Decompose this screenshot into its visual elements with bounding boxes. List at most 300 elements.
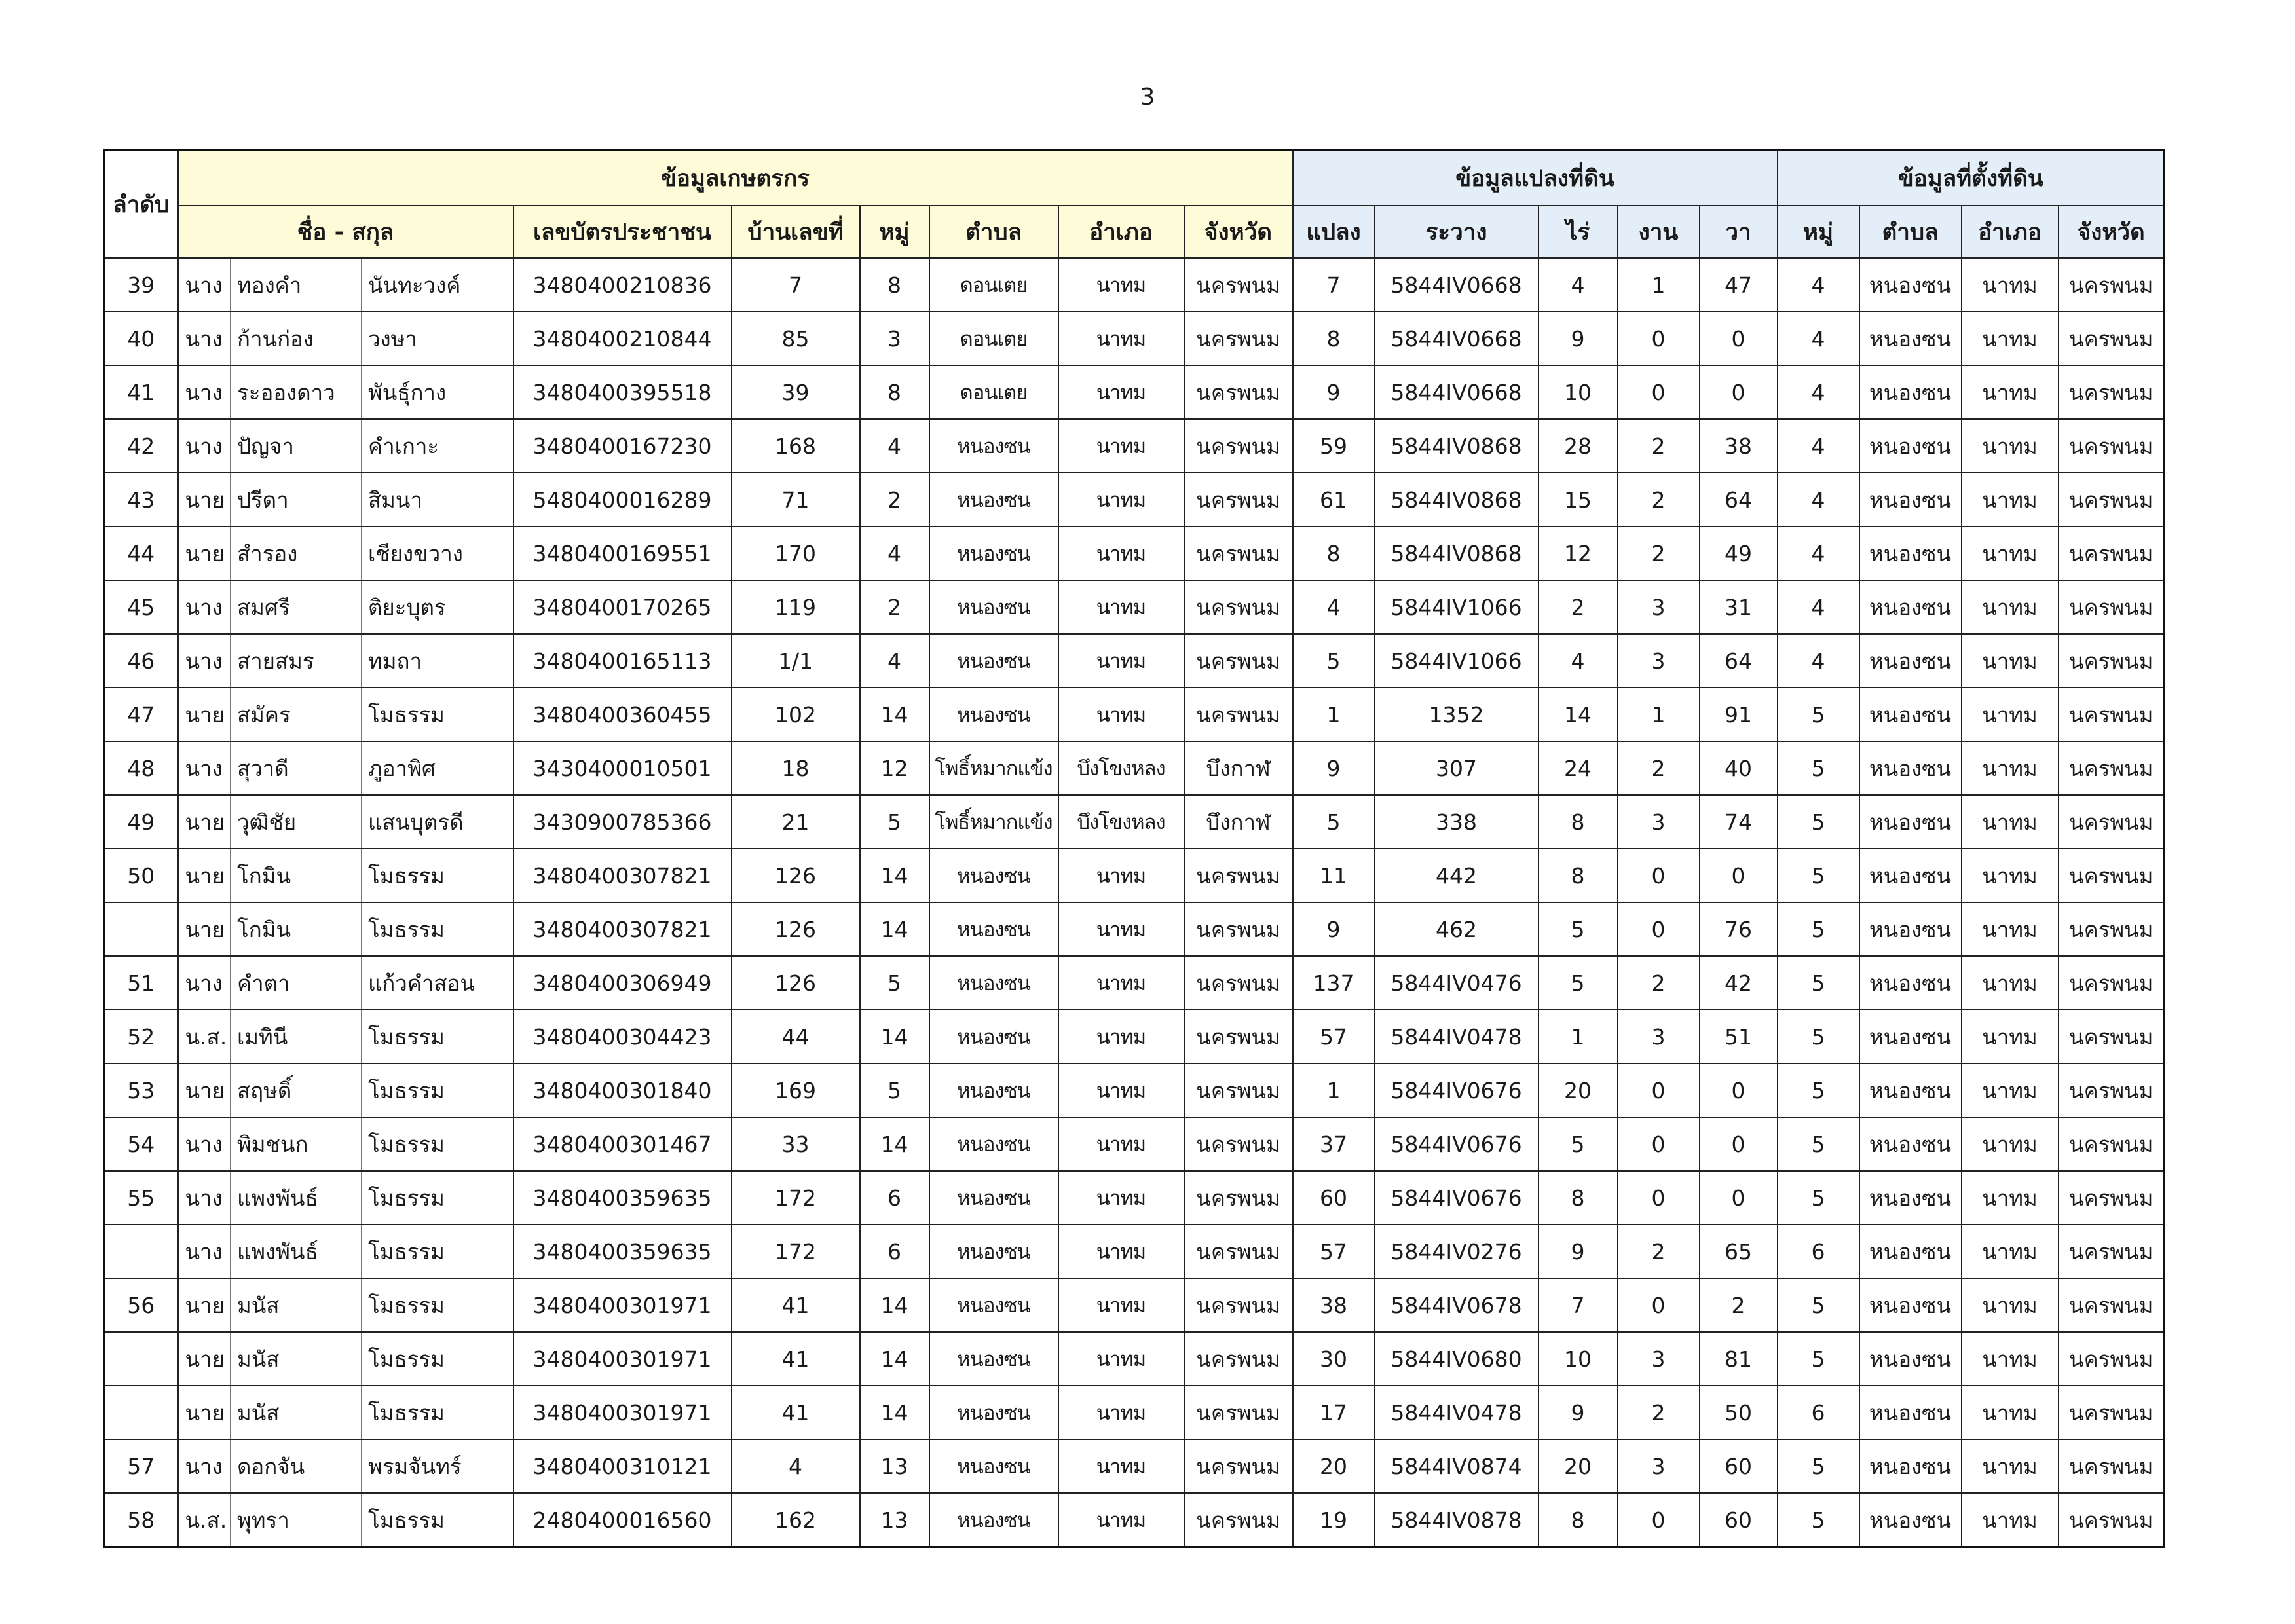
cell-wa: 0 [1700, 365, 1778, 419]
cell-rai: 12 [1539, 526, 1618, 580]
cell-loc-province: นครพนม [2059, 580, 2165, 634]
header-id-card: เลขบัตรประชาชน [513, 206, 732, 258]
header-loc-moo: หมู่ [1778, 206, 1859, 258]
table-row [104, 1171, 2165, 1225]
cell-plot: 11 [1293, 849, 1375, 902]
cell-order [104, 1225, 178, 1278]
cell-rai: 8 [1539, 1171, 1618, 1225]
cell-title: นาง [178, 1439, 231, 1493]
cell-loc-tambon: หนองซน [1859, 1493, 1962, 1547]
cell-rai: 4 [1539, 634, 1618, 688]
cell-wa: 65 [1700, 1225, 1778, 1278]
cell-last-name: โมธรรม [362, 1493, 513, 1547]
cell-title: นาง [178, 258, 231, 312]
cell-rai: 9 [1539, 1386, 1618, 1439]
cell-tambon: โพธิ์หมากแข้ง [929, 741, 1058, 795]
cell-rai: 5 [1539, 902, 1618, 956]
cell-loc-moo: 5 [1778, 1063, 1859, 1117]
cell-sheet: 462 [1375, 902, 1539, 956]
cell-id-card: 3480400359635 [513, 1225, 732, 1278]
cell-first-name: เมทินี [231, 1010, 362, 1063]
cell-loc-province: นครพนม [2059, 312, 2165, 365]
header-loc-province: จังหวัด [2059, 206, 2165, 258]
cell-province: นครพนม [1184, 1493, 1293, 1547]
cell-house-no: 41 [732, 1386, 860, 1439]
cell-loc-province: นครพนม [2059, 365, 2165, 419]
cell-id-card: 3430900785366 [513, 795, 732, 849]
cell-id-card: 3480400310121 [513, 1439, 732, 1493]
cell-title: นาย [178, 1332, 231, 1386]
cell-tambon: หนองซน [929, 1278, 1058, 1332]
cell-first-name: มนัส [231, 1278, 362, 1332]
cell-sheet: 5844IV0680 [1375, 1332, 1539, 1386]
cell-plot: 38 [1293, 1278, 1375, 1332]
cell-order: 45 [104, 580, 178, 634]
cell-wa: 60 [1700, 1439, 1778, 1493]
table-row [104, 526, 2165, 580]
cell-order: 40 [104, 312, 178, 365]
cell-amphoe: นาทม [1058, 688, 1184, 741]
cell-order: 44 [104, 526, 178, 580]
cell-order: 42 [104, 419, 178, 473]
cell-loc-tambon: หนองซน [1859, 312, 1962, 365]
cell-id-card: 3480400169551 [513, 526, 732, 580]
cell-house-no: 33 [732, 1117, 860, 1171]
cell-title: นาย [178, 902, 231, 956]
cell-id-card: 3480400360455 [513, 688, 732, 741]
cell-tambon: หนองซน [929, 849, 1058, 902]
cell-rai: 20 [1539, 1063, 1618, 1117]
cell-loc-province: นครพนม [2059, 956, 2165, 1010]
cell-last-name: โมธรรม [362, 1332, 513, 1386]
table-body [104, 258, 2165, 1547]
cell-loc-tambon: หนองซน [1859, 580, 1962, 634]
header-tambon: ตำบล [929, 206, 1058, 258]
cell-loc-amphoe: นาทม [1962, 419, 2059, 473]
cell-last-name: ติยะบุตร [362, 580, 513, 634]
cell-house-no: 169 [732, 1063, 860, 1117]
cell-last-name: เชียงขวาง [362, 526, 513, 580]
cell-amphoe: นาทม [1058, 1010, 1184, 1063]
cell-sheet: 5844IV0668 [1375, 312, 1539, 365]
cell-loc-amphoe: นาทม [1962, 1010, 2059, 1063]
cell-order: 53 [104, 1063, 178, 1117]
cell-amphoe: นาทม [1058, 526, 1184, 580]
cell-moo: 6 [860, 1171, 929, 1225]
cell-loc-moo: 4 [1778, 473, 1859, 526]
cell-house-no: 41 [732, 1332, 860, 1386]
cell-ngan: 2 [1618, 473, 1700, 526]
cell-moo: 12 [860, 741, 929, 795]
cell-loc-moo: 6 [1778, 1386, 1859, 1439]
cell-amphoe: นาทม [1058, 1278, 1184, 1332]
cell-house-no: 172 [732, 1171, 860, 1225]
cell-id-card: 3480400307821 [513, 902, 732, 956]
cell-rai: 20 [1539, 1439, 1618, 1493]
cell-ngan: 3 [1618, 1332, 1700, 1386]
cell-order [104, 902, 178, 956]
cell-sheet: 5844IV0676 [1375, 1117, 1539, 1171]
cell-loc-tambon: หนองซน [1859, 258, 1962, 312]
cell-sheet: 5844IV1066 [1375, 634, 1539, 688]
farmer-land-table-container [103, 149, 2165, 1548]
cell-province: นครพนม [1184, 1225, 1293, 1278]
cell-province: นครพนม [1184, 849, 1293, 902]
cell-rai: 5 [1539, 956, 1618, 1010]
cell-id-card: 3480400167230 [513, 419, 732, 473]
cell-house-no: 41 [732, 1278, 860, 1332]
header-location-group: ข้อมูลที่ตั้งที่ดิน [1778, 151, 2165, 206]
cell-plot: 37 [1293, 1117, 1375, 1171]
cell-title: นาง [178, 741, 231, 795]
cell-loc-tambon: หนองซน [1859, 902, 1962, 956]
cell-moo: 8 [860, 258, 929, 312]
cell-tambon: หนองซน [929, 1332, 1058, 1386]
cell-province: นครพนม [1184, 956, 1293, 1010]
cell-loc-amphoe: นาทม [1962, 473, 2059, 526]
cell-rai: 14 [1539, 688, 1618, 741]
cell-province: นครพนม [1184, 1439, 1293, 1493]
cell-moo: 4 [860, 634, 929, 688]
cell-first-name: มนัส [231, 1332, 362, 1386]
table-row [104, 365, 2165, 419]
cell-province: นครพนม [1184, 258, 1293, 312]
table-row [104, 634, 2165, 688]
table-row [104, 849, 2165, 902]
cell-amphoe: นาทม [1058, 634, 1184, 688]
cell-plot: 1 [1293, 688, 1375, 741]
cell-order: 39 [104, 258, 178, 312]
cell-plot: 19 [1293, 1493, 1375, 1547]
cell-tambon: หนองซน [929, 1063, 1058, 1117]
cell-province: นครพนม [1184, 1171, 1293, 1225]
cell-plot: 1 [1293, 1063, 1375, 1117]
cell-moo: 14 [860, 902, 929, 956]
cell-ngan: 0 [1618, 365, 1700, 419]
cell-sheet: 5844IV0868 [1375, 473, 1539, 526]
cell-ngan: 3 [1618, 795, 1700, 849]
cell-last-name: พรมจันทร์ [362, 1439, 513, 1493]
cell-rai: 5 [1539, 1117, 1618, 1171]
cell-rai: 9 [1539, 1225, 1618, 1278]
cell-loc-amphoe: นาทม [1962, 849, 2059, 902]
header-name: ชื่อ - สกุล [178, 206, 513, 258]
cell-title: นาย [178, 849, 231, 902]
cell-wa: 64 [1700, 473, 1778, 526]
cell-tambon: หนองซน [929, 419, 1058, 473]
cell-province: บึงกาฬ [1184, 795, 1293, 849]
cell-ngan: 3 [1618, 634, 1700, 688]
cell-sheet: 442 [1375, 849, 1539, 902]
cell-sheet: 5844IV0878 [1375, 1493, 1539, 1547]
cell-id-card: 5480400016289 [513, 473, 732, 526]
header-province: จังหวัด [1184, 206, 1293, 258]
cell-first-name: พุทรา [231, 1493, 362, 1547]
cell-title: นาย [178, 1278, 231, 1332]
cell-title: นาย [178, 1386, 231, 1439]
cell-amphoe: นาทม [1058, 258, 1184, 312]
cell-amphoe: นาทม [1058, 419, 1184, 473]
cell-title: นาย [178, 526, 231, 580]
header-order: ลำดับ [104, 151, 178, 259]
cell-wa: 50 [1700, 1386, 1778, 1439]
header-amphoe: อำเภอ [1058, 206, 1184, 258]
cell-loc-amphoe: นาทม [1962, 312, 2059, 365]
cell-ngan: 3 [1618, 1439, 1700, 1493]
cell-house-no: 44 [732, 1010, 860, 1063]
cell-plot: 8 [1293, 526, 1375, 580]
cell-moo: 14 [860, 1332, 929, 1386]
cell-loc-tambon: หนองซน [1859, 1063, 1962, 1117]
table-row [104, 1386, 2165, 1439]
cell-loc-province: นครพนม [2059, 688, 2165, 741]
cell-title: นาย [178, 688, 231, 741]
cell-house-no: 85 [732, 312, 860, 365]
cell-wa: 76 [1700, 902, 1778, 956]
cell-loc-province: นครพนม [2059, 258, 2165, 312]
cell-province: นครพนม [1184, 634, 1293, 688]
cell-id-card: 3480400301971 [513, 1278, 732, 1332]
cell-loc-province: นครพนม [2059, 1386, 2165, 1439]
cell-last-name: สิมนา [362, 473, 513, 526]
cell-sheet: 5844IV0868 [1375, 419, 1539, 473]
cell-last-name: วงษา [362, 312, 513, 365]
cell-rai: 4 [1539, 258, 1618, 312]
cell-amphoe: นาทม [1058, 312, 1184, 365]
cell-last-name: คำเกาะ [362, 419, 513, 473]
cell-loc-amphoe: นาทม [1962, 526, 2059, 580]
cell-loc-moo: 5 [1778, 956, 1859, 1010]
cell-loc-amphoe: นาทม [1962, 1332, 2059, 1386]
cell-ngan: 0 [1618, 1278, 1700, 1332]
cell-last-name: แสนบุตรดี [362, 795, 513, 849]
cell-first-name: แพงพันธ์ [231, 1171, 362, 1225]
table-row [104, 1225, 2165, 1278]
cell-order: 43 [104, 473, 178, 526]
cell-wa: 42 [1700, 956, 1778, 1010]
cell-loc-moo: 5 [1778, 1117, 1859, 1171]
cell-loc-moo: 4 [1778, 580, 1859, 634]
cell-tambon: ดอนเตย [929, 258, 1058, 312]
cell-order: 49 [104, 795, 178, 849]
cell-first-name: วุฒิชัย [231, 795, 362, 849]
cell-title: นาย [178, 473, 231, 526]
cell-loc-tambon: หนองซน [1859, 365, 1962, 419]
cell-last-name: โมธรรม [362, 1386, 513, 1439]
table-row [104, 258, 2165, 312]
cell-plot: 9 [1293, 365, 1375, 419]
cell-amphoe: นาทม [1058, 1332, 1184, 1386]
cell-province: นครพนม [1184, 1117, 1293, 1171]
cell-ngan: 0 [1618, 1493, 1700, 1547]
header-loc-amphoe: อำเภอ [1962, 206, 2059, 258]
cell-house-no: 126 [732, 902, 860, 956]
table-row [104, 688, 2165, 741]
cell-amphoe: นาทม [1058, 849, 1184, 902]
header-house-no: บ้านเลขที่ [732, 206, 860, 258]
cell-wa: 47 [1700, 258, 1778, 312]
cell-tambon: หนองซน [929, 1225, 1058, 1278]
cell-rai: 10 [1539, 365, 1618, 419]
cell-loc-moo: 4 [1778, 365, 1859, 419]
cell-ngan: 0 [1618, 1063, 1700, 1117]
cell-wa: 49 [1700, 526, 1778, 580]
cell-wa: 64 [1700, 634, 1778, 688]
cell-last-name: พันธุ์กาง [362, 365, 513, 419]
cell-loc-moo: 5 [1778, 902, 1859, 956]
cell-loc-amphoe: นาทม [1962, 1063, 2059, 1117]
cell-tambon: หนองซน [929, 956, 1058, 1010]
cell-loc-province: นครพนม [2059, 902, 2165, 956]
cell-first-name: ระอองดาว [231, 365, 362, 419]
cell-wa: 0 [1700, 849, 1778, 902]
header-farmer-group: ข้อมูลเกษตรกร [178, 151, 1293, 206]
header-plot: แปลง [1293, 206, 1375, 258]
cell-loc-tambon: หนองซน [1859, 956, 1962, 1010]
table-header [104, 151, 2165, 259]
cell-wa: 51 [1700, 1010, 1778, 1063]
cell-tambon: หนองซน [929, 1010, 1058, 1063]
cell-sheet: 1352 [1375, 688, 1539, 741]
cell-house-no: 126 [732, 956, 860, 1010]
cell-plot: 30 [1293, 1332, 1375, 1386]
cell-house-no: 170 [732, 526, 860, 580]
cell-amphoe: นาทม [1058, 580, 1184, 634]
cell-loc-moo: 4 [1778, 526, 1859, 580]
cell-province: นครพนม [1184, 312, 1293, 365]
cell-amphoe: บึงโขงหลง [1058, 741, 1184, 795]
cell-province: นครพนม [1184, 1063, 1293, 1117]
cell-loc-province: นครพนม [2059, 1439, 2165, 1493]
cell-loc-province: นครพนม [2059, 741, 2165, 795]
cell-wa: 2 [1700, 1278, 1778, 1332]
cell-loc-tambon: หนองซน [1859, 849, 1962, 902]
cell-loc-tambon: หนองซน [1859, 795, 1962, 849]
table-row [104, 902, 2165, 956]
cell-ngan: 0 [1618, 312, 1700, 365]
cell-tambon: หนองซน [929, 902, 1058, 956]
table-row [104, 1493, 2165, 1547]
cell-loc-moo: 5 [1778, 1010, 1859, 1063]
cell-moo: 2 [860, 473, 929, 526]
cell-loc-tambon: หนองซน [1859, 1386, 1962, 1439]
table-row [104, 1332, 2165, 1386]
table-row [104, 312, 2165, 365]
cell-loc-tambon: หนองซน [1859, 1332, 1962, 1386]
cell-moo: 6 [860, 1225, 929, 1278]
header-wa: วา [1700, 206, 1778, 258]
cell-first-name: โกมิน [231, 849, 362, 902]
cell-loc-province: นครพนม [2059, 473, 2165, 526]
cell-ngan: 0 [1618, 902, 1700, 956]
cell-loc-moo: 5 [1778, 1332, 1859, 1386]
cell-ngan: 0 [1618, 1171, 1700, 1225]
cell-first-name: คำตา [231, 956, 362, 1010]
cell-sheet: 5844IV0276 [1375, 1225, 1539, 1278]
cell-id-card: 3480400210844 [513, 312, 732, 365]
cell-house-no: 1/1 [732, 634, 860, 688]
cell-house-no: 18 [732, 741, 860, 795]
cell-loc-province: นครพนม [2059, 1171, 2165, 1225]
cell-loc-moo: 5 [1778, 688, 1859, 741]
cell-loc-moo: 4 [1778, 419, 1859, 473]
cell-last-name: โมธรรม [362, 1063, 513, 1117]
cell-ngan: 2 [1618, 419, 1700, 473]
cell-plot: 4 [1293, 580, 1375, 634]
table-row [104, 1439, 2165, 1493]
cell-amphoe: บึงโขงหลง [1058, 795, 1184, 849]
cell-amphoe: นาทม [1058, 956, 1184, 1010]
cell-title: นาง [178, 365, 231, 419]
cell-loc-province: นครพนม [2059, 634, 2165, 688]
cell-moo: 13 [860, 1439, 929, 1493]
cell-sheet: 5844IV0476 [1375, 956, 1539, 1010]
cell-loc-amphoe: นาทม [1962, 795, 2059, 849]
cell-rai: 28 [1539, 419, 1618, 473]
cell-sheet: 5844IV0478 [1375, 1010, 1539, 1063]
cell-title: นาง [178, 1117, 231, 1171]
cell-province: นครพนม [1184, 1278, 1293, 1332]
cell-title: น.ส. [178, 1493, 231, 1547]
cell-id-card: 3480400210836 [513, 258, 732, 312]
cell-wa: 38 [1700, 419, 1778, 473]
cell-loc-amphoe: นาทม [1962, 688, 2059, 741]
cell-province: นครพนม [1184, 1010, 1293, 1063]
cell-rai: 24 [1539, 741, 1618, 795]
cell-tambon: หนองซน [929, 580, 1058, 634]
cell-amphoe: นาทม [1058, 1225, 1184, 1278]
cell-ngan: 1 [1618, 258, 1700, 312]
cell-id-card: 3480400301971 [513, 1332, 732, 1386]
cell-tambon: หนองซน [929, 1386, 1058, 1439]
cell-plot: 9 [1293, 902, 1375, 956]
cell-order: 54 [104, 1117, 178, 1171]
cell-plot: 60 [1293, 1171, 1375, 1225]
cell-first-name: ปัญจา [231, 419, 362, 473]
cell-sheet: 5844IV0678 [1375, 1278, 1539, 1332]
cell-moo: 14 [860, 688, 929, 741]
cell-order: 58 [104, 1493, 178, 1547]
cell-rai: 2 [1539, 580, 1618, 634]
cell-plot: 61 [1293, 473, 1375, 526]
cell-ngan: 2 [1618, 1386, 1700, 1439]
cell-loc-province: นครพนม [2059, 1063, 2165, 1117]
cell-last-name: โมธรรม [362, 1225, 513, 1278]
cell-plot: 20 [1293, 1439, 1375, 1493]
cell-plot: 57 [1293, 1010, 1375, 1063]
cell-sheet: 5844IV0874 [1375, 1439, 1539, 1493]
cell-loc-moo: 5 [1778, 849, 1859, 902]
cell-ngan: 3 [1618, 1010, 1700, 1063]
cell-tambon: หนองซน [929, 526, 1058, 580]
cell-last-name: โมธรรม [362, 849, 513, 902]
cell-province: บึงกาฬ [1184, 741, 1293, 795]
cell-tambon: หนองซน [929, 1493, 1058, 1547]
cell-ngan: 2 [1618, 741, 1700, 795]
cell-title: น.ส. [178, 1010, 231, 1063]
cell-loc-amphoe: นาทม [1962, 365, 2059, 419]
cell-loc-tambon: หนองซน [1859, 1010, 1962, 1063]
cell-order: 46 [104, 634, 178, 688]
cell-loc-tambon: หนองซน [1859, 688, 1962, 741]
cell-amphoe: นาทม [1058, 902, 1184, 956]
cell-ngan: 1 [1618, 688, 1700, 741]
cell-title: นาย [178, 795, 231, 849]
cell-id-card: 3480400306949 [513, 956, 732, 1010]
cell-house-no: 7 [732, 258, 860, 312]
cell-loc-moo: 4 [1778, 312, 1859, 365]
cell-title: นาย [178, 1063, 231, 1117]
